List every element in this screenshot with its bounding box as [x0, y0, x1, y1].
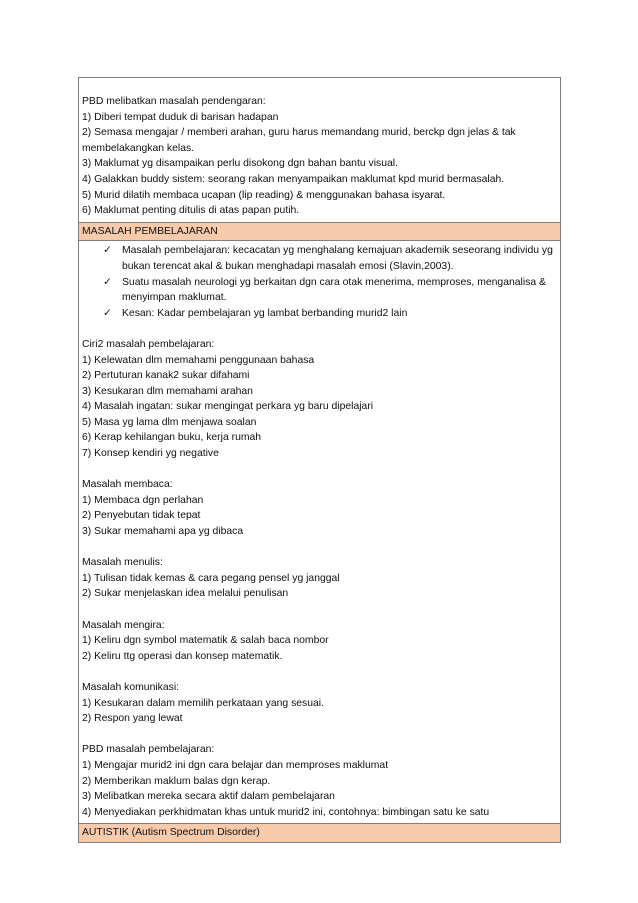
pbd-pembelajaran-item: 2) Memberikan maklum balas dgn kerap.	[82, 775, 271, 787]
menulis-item: 2) Sukar menjelaskan idea melalui penulisan	[82, 588, 289, 600]
ciri-item: 2) Pertuturan kanak2 sukar difahami	[82, 370, 250, 382]
row-masalah-pembelajaran	[79, 241, 561, 824]
ciri-item: 7) Konsep kendiri yg negative	[82, 448, 219, 460]
ciri-item: 5) Masa yg lama dlm menjawa soalan	[82, 416, 257, 428]
pbd-pembelajaran-item: 4) Menyediakan perkhidmatan khas untuk murid2 ini, contohnya: bimbingan satu ke satu	[82, 806, 490, 818]
mengira-title: Masalah mengira:	[82, 619, 165, 631]
pbd-pendengaran-intro: PBD melibatkan masalah pendengaran:	[82, 96, 266, 107]
komunikasi-title: Masalah komunikasi:	[82, 681, 180, 693]
ciri-item: 1) Kelewatan dlm memahami penggunaan bahasa	[82, 354, 315, 366]
ciri-item: 4) Masalah ingatan: sukar mengingat perkara yg baru dipelajari	[82, 401, 374, 413]
checklist-text: Masalah pembelajaran: kecacatan yg menghalang kemajuan akademik seseorang individu yg bukan terencat akal & bukan menghadapi masalah emosi (Slavin,2003).	[122, 245, 553, 272]
membaca-item: 2) Penyebutan tidak tepat	[82, 510, 201, 522]
checklist-text: Kesan: Kadar pembelajaran yg lambat berbanding murid2 lain	[122, 307, 408, 319]
pbd-pembelajaran-title: PBD masalah pembelajaran:	[82, 744, 215, 756]
checkmark-icon: ✓	[103, 306, 112, 319]
mengira-item: 2) Keliru ttg operasi dan konsep matematik.	[82, 650, 283, 662]
mengira-item: 1) Keliru dgn symbol matematik & salah baca nombor	[82, 635, 329, 647]
row-heading-autistik	[79, 824, 561, 843]
cell-pbd-pendengaran	[79, 78, 561, 223]
membaca-title: Masalah membaca:	[82, 479, 173, 491]
membaca-item: 1) Membaca dgn perlahan	[82, 494, 204, 506]
pbd-pendengaran-item: 6) Maklumat penting ditulis di atas papan putih.	[82, 205, 300, 217]
ciri-item: 6) Kerap kehilangan buku, kerja rumah	[82, 432, 262, 444]
membaca-item: 3) Sukar memahami apa yg dibaca	[82, 526, 244, 538]
pbd-pendengaran-item: 5) Murid dilatih membaca ucapan (lip reading) & menggunakan bahasa isyarat.	[82, 189, 446, 201]
pbd-pendengaran-item: 3) Maklumat yg disampaikan perlu disokong dgn bahan bantu visual.	[82, 158, 398, 170]
ciri-item: 3) Kesukaran dlm memahami arahan	[82, 385, 253, 397]
checkmark-icon: ✓	[103, 244, 112, 257]
row-heading-masalah-pembelajaran	[79, 222, 561, 241]
pbd-pembelajaran-item: 1) Mengajar murid2 ini dgn cara belajar dan memproses maklumat	[82, 759, 389, 771]
checklist-item	[99, 243, 557, 274]
menulis-item: 1) Tulisan tidak kemas & cara pegang pensel yg janggal	[82, 572, 340, 584]
ciri-title: Ciri2 masalah pembelajaran:	[82, 338, 215, 350]
komunikasi-item: 2) Respon yang lewat	[82, 713, 183, 725]
pbd-pembelajaran-item: 3) Melibatkan mereka secara aktif dalam pembelajaran	[82, 791, 335, 803]
pbd-pendengaran-item: 2) Semasa mengajar / memberi arahan, guru harus memandang murid, berckp dgn jelas & tak membelakangkan kelas.	[82, 127, 516, 154]
row-pbd-pendengaran	[79, 78, 561, 223]
heading-autistik: AUTISTIK (Autism Spectrum Disorder)	[79, 824, 561, 843]
heading-masalah-pembelajaran: MASALAH PEMBELAJARAN	[79, 222, 561, 241]
cell-masalah-pembelajaran	[79, 241, 561, 824]
checklist-text: Suatu masalah neurologi yg berkaitan dgn cara otak menerima, memproses, menganalisa & menyimpan maklumat.	[122, 276, 546, 304]
checklist-item	[99, 306, 557, 322]
definition-checklist	[82, 243, 557, 321]
checklist-item	[99, 275, 557, 306]
notes-table	[78, 77, 561, 843]
checkmark-icon: ✓	[103, 275, 112, 288]
menulis-title: Masalah menulis:	[82, 557, 163, 569]
komunikasi-item: 1) Kesukaran dalam memilih perkataan yang sesuai.	[82, 697, 324, 709]
pbd-pendengaran-item: 1) Diberi tempat duduk di barisan hadapan	[82, 111, 279, 123]
pbd-pendengaran-item: 4) Galakkan buddy sistem: seorang rakan menyampaikan maklumat kpd murid bermasalah.	[82, 173, 505, 185]
